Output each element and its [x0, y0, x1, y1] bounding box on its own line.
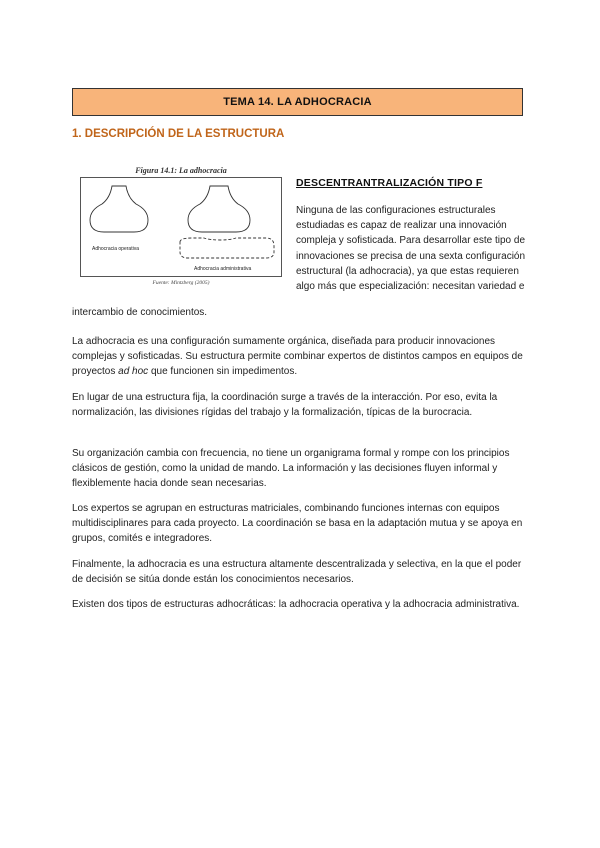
paragraph-1-italic: ad hoc — [118, 366, 149, 378]
adhocracy-diagram — [70, 160, 292, 292]
administrativa-lower-shape — [180, 238, 274, 258]
paragraph-1-text: La adhocracia es una configuración sumamente orgánica, diseñada para producir innovaciones complejas y sofisticadas. Su estructura permite combinar expertos de distintos campos en equipos de proyectos — [72, 336, 523, 378]
title-box — [72, 88, 523, 116]
side-text-continuation: intercambio de conocimientos. — [72, 307, 208, 318]
paragraph-2: En lugar de una estructura fija, la coordinación surge a través de la interacción. Por eso, evita la normalización, las divisiones rígidas del trabajo y la formalización, típicas de la burocracia. — [72, 392, 498, 419]
operativa-shape — [90, 186, 148, 232]
paragraph-5: Finalmente, la adhocracia es una estructura altamente descentralizada y selectiva, en la que el poder de decisión se sitúa donde están los conocimientos necesarios. — [72, 559, 522, 586]
side-text: Ninguna de las configuraciones estructurales estudiadas es capaz de realizar una innovación compleja y sofisticada. Para desarrollar este tipo de innovaciones se precisa de una sexta configuración estructural (la adhocracia), ya que estas requieren algo más que especialización: necesitan variedad e — [296, 205, 526, 293]
section-heading: 1. DESCRIPCIÓN DE LA ESTRUCTURA — [72, 128, 285, 140]
figure-source: Fuente: Mintzberg (2005) — [152, 280, 210, 286]
label-administrativa: Adhocracia administrativa — [194, 266, 252, 272]
label-operativa: Adhocracia operativa — [92, 246, 139, 252]
paragraph-1-end: que funcionen sin impedimentos. — [148, 366, 298, 378]
paragraph-6: Existen dos tipos de estructuras adhocráticas: la adhocracia operativa y la adhocracia administrativa. — [72, 599, 520, 610]
administrativa-upper-shape — [188, 186, 250, 232]
document-title: TEMA 14. LA ADHOCRACIA — [223, 96, 372, 108]
paragraph-4: Los expertos se agrupan en estructuras matriciales, combinando funciones internas con equipos multidisciplinares para cada proyecto. La coordinación se basa en la adaptación mutua y se apoya en grupos, comités e integradores. — [72, 503, 523, 545]
adhocracy-figure — [70, 160, 292, 292]
paragraph-1 — [72, 334, 532, 380]
figure-caption: Figura 14.1: La adhocracia — [135, 166, 227, 175]
side-heading: DESCENTRANTRALIZACIÓN TIPO F — [296, 177, 483, 189]
paragraph-3: Su organización cambia con frecuencia, no tiene un organigrama formal y rompe con los principios clásicos de gestión, como la unidad de mando. La información y las decisiones fluyen informal y flexiblemente hacia donde sean necesarias. — [72, 448, 510, 490]
